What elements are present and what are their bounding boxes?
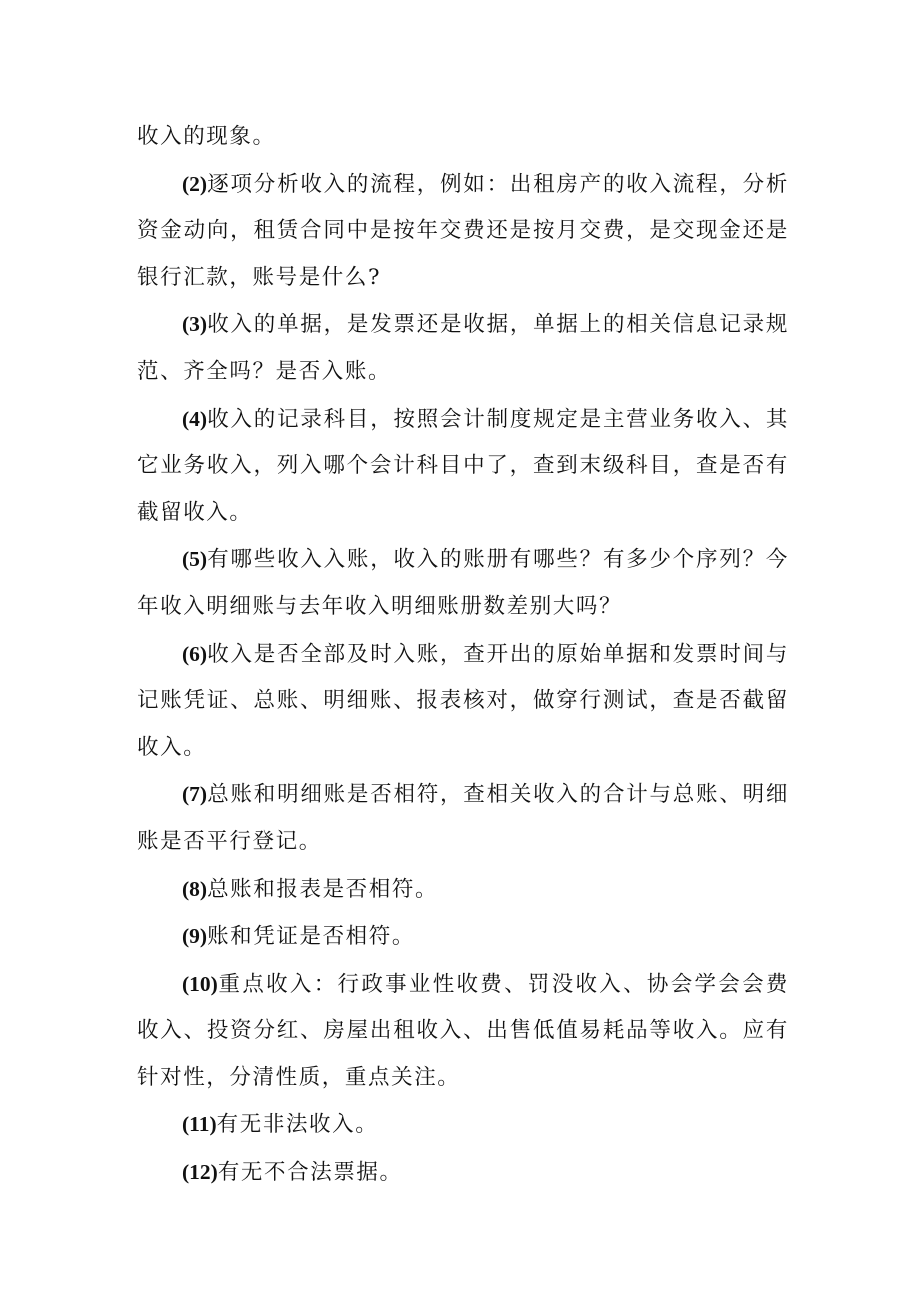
- paragraph-item-11: [137, 1101, 789, 1149]
- item-number: (7): [182, 782, 208, 807]
- paragraph-text: 总账和报表是否相符。: [207, 876, 439, 902]
- paragraph-item-7: [137, 771, 789, 865]
- item-number: (4): [182, 406, 208, 431]
- paragraph-text: 收入是否全部及时入账，查开出的原始单据和发票时间与记账凭证、总账、明细账、报表核对，做穿行测试，查是否截留收入。: [137, 641, 789, 760]
- item-number: (11): [182, 1112, 217, 1137]
- item-number: (2): [182, 171, 208, 196]
- paragraph-text: 总账和明细账是否相符，查相关收入的合计与总账、明细账是否平行登记。: [137, 782, 789, 854]
- paragraph-text: 重点收入：行政事业性收费、罚没收入、协会学会会费收入、投资分红、房屋出租收入、出售低值易耗品等收入。应有针对性，分清性质，重点关注。: [137, 971, 789, 1090]
- paragraph-text: 有无非法收入。: [216, 1112, 379, 1138]
- paragraph-item-9: [137, 913, 789, 961]
- item-number: (10): [182, 971, 218, 996]
- paragraph-item-12: [137, 1149, 789, 1197]
- paragraph-item-5: [137, 536, 789, 630]
- document-body: [137, 114, 789, 1197]
- item-number: (8): [182, 876, 208, 901]
- paragraph-text: 账和凭证是否相符。: [207, 924, 415, 950]
- paragraph-text: 有哪些收入入账，收入的账册有哪些？有多少个序列？今年收入明细账与去年收入明细账册数差别大吗？: [137, 547, 789, 619]
- paragraph-text: 收入的现象。: [137, 124, 276, 149]
- item-number: (5): [182, 547, 208, 572]
- paragraph-item-2: [137, 161, 789, 302]
- paragraph-item-8: [137, 866, 789, 914]
- item-number: (12): [182, 1160, 218, 1185]
- item-number: (3): [182, 312, 208, 337]
- paragraph-item-10: [137, 961, 789, 1102]
- paragraph-text: 收入的记录科目，按照会计制度规定是主营业务收入、其它业务收入，列入哪个会计科目中了，查到末级科目，查是否有截留收入。: [137, 406, 789, 525]
- item-number: (6): [182, 641, 208, 666]
- item-number: (9): [182, 924, 208, 949]
- paragraph-continuation: [137, 114, 789, 161]
- paragraph-item-3: [137, 301, 789, 395]
- paragraph-text: 有无不合法票据。: [217, 1160, 403, 1186]
- paragraph-item-6: [137, 631, 789, 772]
- paragraph-text: 逐项分析收入的流程，例如：出租房产的收入流程，分析资金动向，租赁合同中是按年交费还是按月交费，是交现金还是银行汇款，账号是什么?: [137, 171, 789, 290]
- paragraph-item-4: [137, 396, 789, 537]
- paragraph-text: 收入的单据，是发票还是收据，单据上的相关信息记录规范、齐全吗？是否入账。: [137, 312, 789, 384]
